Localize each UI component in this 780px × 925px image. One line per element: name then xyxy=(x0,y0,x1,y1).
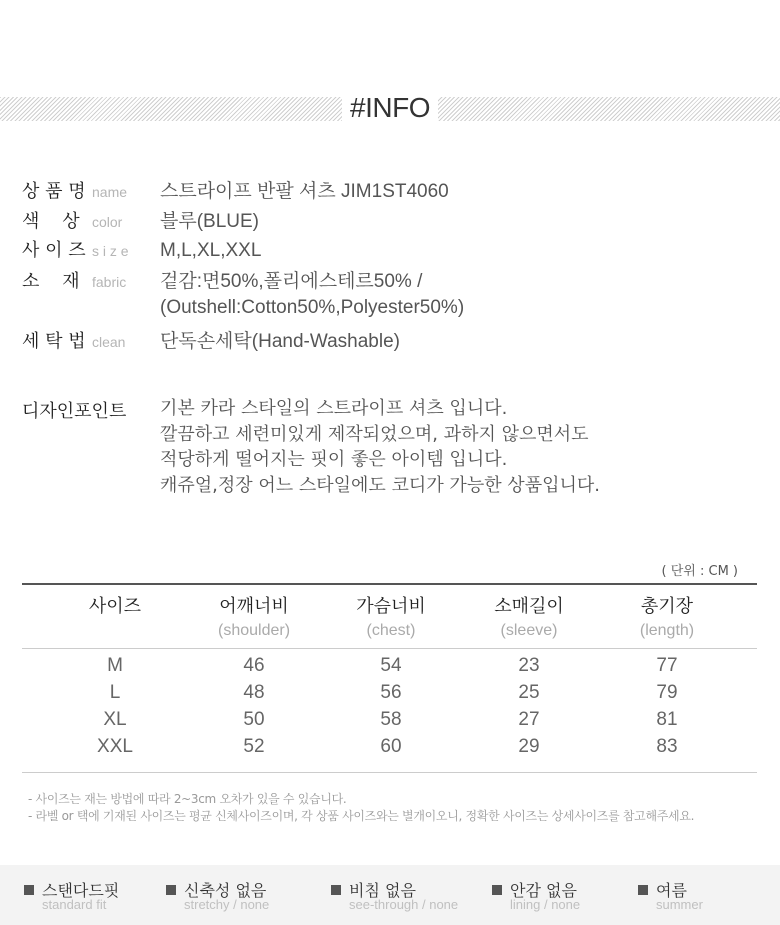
feature-sublabel: stretchy / none xyxy=(184,897,270,912)
feature-see-through xyxy=(331,878,459,912)
name-label-en: name xyxy=(92,184,128,200)
fabric-value: 겉감:면50%,폴리에스테르50% / xyxy=(160,271,423,292)
clean-label: 세 탁 법 xyxy=(22,331,86,352)
info-row-fabric xyxy=(22,266,422,296)
design-line: 깔끔하고 세련미있게 제작되었으며, 과하지 않으면서도 xyxy=(160,423,589,445)
cell-length: 81 xyxy=(656,709,678,730)
unit-label: ( 단위 : CM ) xyxy=(661,564,738,579)
col-header-sleeve xyxy=(459,592,599,640)
bullet-square-icon xyxy=(166,885,176,895)
size-note: - 라벨 or 택에 기재된 사이즈는 평균 신체사이즈이며, 각 상품 사이즈와는 별개이오니, 정확한 사이즈는 상세사이즈를 참고해주세요. xyxy=(28,809,695,823)
cell-length: 83 xyxy=(656,736,678,757)
col-header-sublabel: (chest) xyxy=(366,622,416,639)
design-line: 적당하게 떨어지는 핏이 좋은 아이템 입니다. xyxy=(160,449,508,470)
col-header-length xyxy=(597,592,737,640)
cell-length: 79 xyxy=(656,682,678,703)
bullet-square-icon xyxy=(638,885,648,895)
feature-label: 비침 없음 xyxy=(349,881,416,900)
cell-sleeve: 23 xyxy=(518,655,540,676)
col-header-label: 총기장 xyxy=(640,596,694,617)
cell-chest: 58 xyxy=(380,709,402,730)
table-top-rule xyxy=(22,583,757,585)
fabric-value-continued: (Outshell:Cotton50%,Polyester50%) xyxy=(160,297,465,318)
fabric-label: 소 재 xyxy=(22,271,80,292)
info-row-color xyxy=(22,206,259,236)
cell-size: XXL xyxy=(97,736,133,757)
bullet-square-icon xyxy=(331,885,341,895)
design-point-title: 디자인포인트 xyxy=(22,401,127,422)
page-title: #INFO xyxy=(0,92,780,124)
cell-size: XL xyxy=(103,709,127,730)
name-value: 스트라이프 반팔 셔츠 JIM1ST4060 xyxy=(160,181,449,202)
col-header-sublabel: (length) xyxy=(639,622,695,639)
feature-label: 여름 xyxy=(656,881,687,900)
feature-sublabel: summer xyxy=(656,897,703,912)
cell-chest: 56 xyxy=(380,682,402,703)
cell-shoulder: 46 xyxy=(243,655,265,676)
cell-shoulder: 50 xyxy=(243,709,265,730)
feature-label: 신축성 없음 xyxy=(184,881,267,900)
size-label: 사 이 즈 xyxy=(22,240,86,261)
col-header-sublabel: (sleeve) xyxy=(500,622,558,639)
color-label-en: color xyxy=(92,214,123,230)
bullet-square-icon xyxy=(24,885,34,895)
bullet-square-icon xyxy=(492,885,502,895)
feature-lining xyxy=(492,878,581,912)
cell-sleeve: 29 xyxy=(518,736,540,757)
name-label: 상 품 명 xyxy=(22,181,86,202)
info-row-size xyxy=(22,236,261,266)
feature-fit xyxy=(24,878,120,912)
fabric-label-en: fabric xyxy=(92,274,127,290)
size-label-en: s i z e xyxy=(92,243,129,259)
size-value: M,L,XL,XXL xyxy=(160,240,262,261)
design-line: 캐쥬얼,정장 어느 스타일에도 코디가 가능한 상품입니다. xyxy=(160,474,600,496)
feature-season xyxy=(638,878,703,912)
cell-sleeve: 27 xyxy=(518,709,540,730)
clean-label-en: clean xyxy=(92,334,126,350)
info-row-clean xyxy=(22,326,400,356)
design-line: 기본 카라 스타일의 스트라이프 셔츠 입니다. xyxy=(160,398,508,419)
info-row-name xyxy=(22,176,449,206)
cell-shoulder: 52 xyxy=(243,736,265,757)
col-header-label: 가슴너비 xyxy=(356,596,426,617)
col-header-label: 사이즈 xyxy=(88,596,142,617)
col-header-shoulder xyxy=(184,592,324,640)
feature-label: 안감 없음 xyxy=(510,881,577,900)
color-label: 색 상 xyxy=(22,211,80,232)
cell-size: M xyxy=(107,655,123,676)
col-header-chest xyxy=(321,592,461,640)
cell-chest: 54 xyxy=(380,655,402,676)
cell-length: 77 xyxy=(656,655,678,676)
table-bottom-rule xyxy=(22,772,757,773)
feature-sublabel: lining / none xyxy=(510,897,581,912)
col-header-size xyxy=(45,592,185,618)
feature-stretch xyxy=(166,878,270,912)
feature-label: 스탠다드핏 xyxy=(42,881,120,900)
color-value: 블루(BLUE) xyxy=(160,211,259,232)
col-header-label: 소매길이 xyxy=(494,596,564,617)
feature-sublabel: see-through / none xyxy=(349,897,459,912)
size-note: - 사이즈는 재는 방법에 따라 2~3cm 오차가 있을 수 있습니다. xyxy=(28,792,347,806)
col-header-label: 어깨너비 xyxy=(219,596,289,617)
col-header-sublabel: (shoulder) xyxy=(217,622,291,639)
cell-size: L xyxy=(109,682,121,703)
cell-sleeve: 25 xyxy=(518,682,540,703)
clean-value: 단독손세탁(Hand-Washable) xyxy=(160,331,400,352)
design-point-text xyxy=(160,396,600,498)
feature-sublabel: standard fit xyxy=(42,897,107,912)
table-header-rule xyxy=(22,648,757,649)
cell-shoulder: 48 xyxy=(243,682,265,703)
cell-chest: 60 xyxy=(380,736,402,757)
